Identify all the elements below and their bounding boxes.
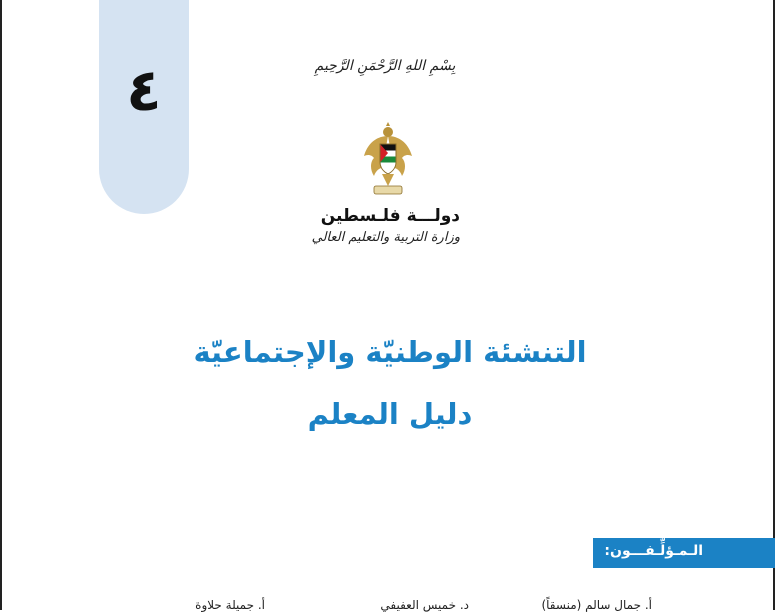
author-name: أ. جميلة حلاوة: [195, 598, 265, 612]
book-subtitle: دليل المعلم: [307, 397, 473, 431]
author-name: أ. جمال سالم (منسقاً): [541, 598, 652, 612]
book-title: التنشئة الوطنيّة والإجتماعيّة: [193, 335, 587, 369]
authors-label-bar: [593, 538, 775, 568]
basmala-calligraphy: بِسْمِ اللهِ الرَّحْمَنِ الرَّحِيمِ: [314, 58, 456, 74]
ministry-name: وزارة التربية والتعليم العالي: [311, 230, 460, 245]
authors-label: الـمـؤلِّـفـــون:: [604, 543, 703, 559]
author-name: د. خميس العفيفي: [380, 598, 469, 612]
palestine-eagle-emblem-icon: [360, 122, 416, 200]
state-name: دولـــة فلـسطين: [320, 206, 460, 226]
grade-number: ٤: [126, 56, 162, 124]
